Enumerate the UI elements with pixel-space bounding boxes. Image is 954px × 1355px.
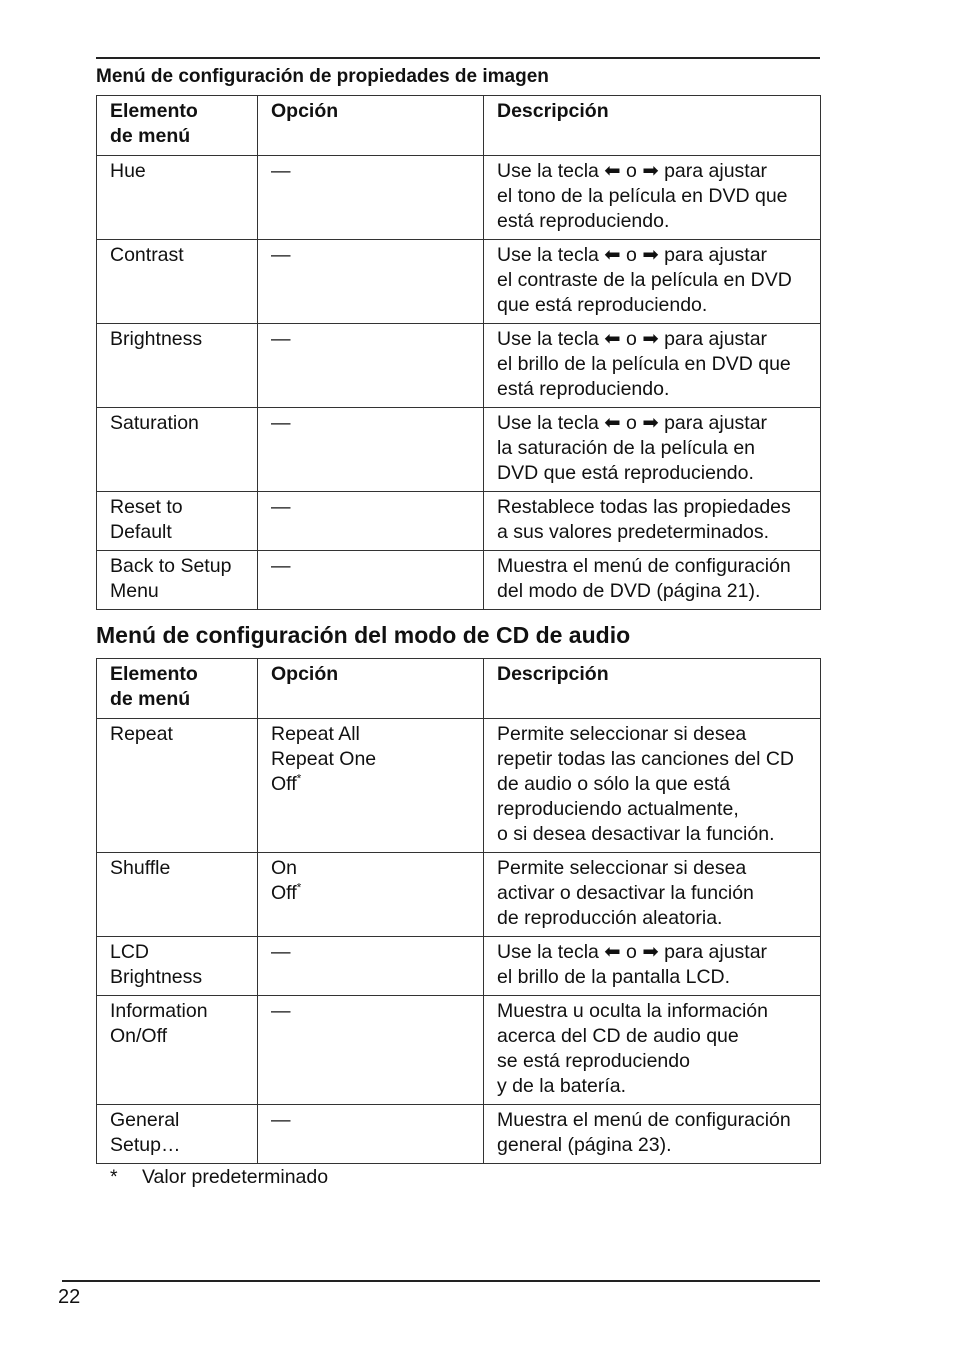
option-line: — bbox=[271, 555, 291, 577]
table-caption: Menú de configuración de propiedades de imagen bbox=[96, 66, 549, 87]
description-line: el tono de la película en DVD que bbox=[497, 185, 788, 207]
option-line: — bbox=[271, 1000, 291, 1022]
bottom-rule bbox=[62, 1280, 820, 1282]
item-cell bbox=[97, 853, 258, 937]
description-line: el brillo de la película en DVD que bbox=[497, 353, 791, 375]
description-line: Use la tecla ⬅ o ➡ para ajustar bbox=[497, 244, 768, 266]
header-item: Elemento de menú bbox=[97, 96, 258, 156]
option-line: — bbox=[271, 244, 291, 266]
option-line: — bbox=[271, 496, 291, 518]
table-row bbox=[97, 719, 821, 853]
table-row bbox=[97, 1105, 821, 1164]
option-line: — bbox=[271, 160, 291, 182]
item-line: Repeat bbox=[110, 723, 173, 745]
cd-audio-mode-table bbox=[96, 658, 821, 1164]
table-row bbox=[97, 240, 821, 324]
description-line: activar o desactivar la función bbox=[497, 882, 754, 904]
footnote-mark: * bbox=[110, 1166, 118, 1188]
description-cell bbox=[484, 853, 821, 937]
option-line: — bbox=[271, 328, 291, 350]
header-description: Descripción bbox=[484, 96, 821, 156]
item-cell bbox=[97, 156, 258, 240]
description-line: Muestra el menú de configuración bbox=[497, 1109, 791, 1131]
table-row bbox=[97, 408, 821, 492]
header-option: Opción bbox=[258, 96, 484, 156]
table-row bbox=[97, 492, 821, 551]
description-cell bbox=[484, 1105, 821, 1164]
option-cell bbox=[258, 324, 484, 408]
item-cell bbox=[97, 551, 258, 610]
description-line: Restablece todas las propiedades bbox=[497, 496, 791, 518]
description-cell bbox=[484, 937, 821, 996]
description-line: del modo de DVD (página 21). bbox=[497, 580, 761, 602]
option-cell bbox=[258, 1105, 484, 1164]
description-cell bbox=[484, 551, 821, 610]
description-line: la saturación de la película en bbox=[497, 437, 756, 459]
item-line: LCD bbox=[110, 941, 150, 963]
description-line: acerca del CD de audio que bbox=[497, 1025, 739, 1047]
option-cell bbox=[258, 996, 484, 1105]
header-option: Opción bbox=[258, 659, 484, 719]
description-line: Muestra el menú de configuración bbox=[497, 555, 791, 577]
item-cell bbox=[97, 324, 258, 408]
item-line: Shuffle bbox=[110, 857, 171, 879]
table-row bbox=[97, 324, 821, 408]
default-marker: * bbox=[296, 880, 302, 895]
image-properties-table bbox=[96, 95, 821, 610]
option-cell bbox=[258, 551, 484, 610]
option-line: — bbox=[271, 941, 291, 963]
item-cell bbox=[97, 719, 258, 853]
option-line: Off* bbox=[271, 880, 302, 904]
description-line: está reproduciendo. bbox=[497, 378, 670, 400]
description-line: está reproduciendo. bbox=[497, 210, 670, 232]
option-line: Repeat All bbox=[271, 723, 360, 745]
table-row bbox=[97, 937, 821, 996]
description-line: repetir todas las canciones del CD bbox=[497, 748, 794, 770]
item-line: Saturation bbox=[110, 412, 199, 434]
item-line: Default bbox=[110, 521, 172, 543]
description-line: Use la tecla ⬅ o ➡ para ajustar bbox=[497, 160, 768, 182]
item-cell bbox=[97, 1105, 258, 1164]
item-line: Menu bbox=[110, 580, 159, 602]
option-line: On bbox=[271, 857, 298, 879]
item-cell bbox=[97, 996, 258, 1105]
description-cell bbox=[484, 324, 821, 408]
description-line: Permite seleccionar si desea bbox=[497, 857, 747, 879]
option-cell bbox=[258, 408, 484, 492]
description-cell bbox=[484, 156, 821, 240]
footnote-text: Valor predeterminado bbox=[142, 1166, 329, 1188]
item-line: Information bbox=[110, 1000, 208, 1022]
description-line: Permite seleccionar si desea bbox=[497, 723, 747, 745]
item-line: Brightness bbox=[110, 966, 203, 988]
item-cell bbox=[97, 937, 258, 996]
description-line: de reproducción aleatoria. bbox=[497, 907, 723, 929]
description-line: general (página 23). bbox=[497, 1134, 672, 1156]
item-line: Back to Setup bbox=[110, 555, 232, 577]
option-cell bbox=[258, 937, 484, 996]
description-line: y de la batería. bbox=[497, 1075, 626, 1097]
item-cell bbox=[97, 492, 258, 551]
option-cell bbox=[258, 492, 484, 551]
description-cell bbox=[484, 240, 821, 324]
description-line: Muestra u oculta la información bbox=[497, 1000, 768, 1022]
table-row bbox=[97, 551, 821, 610]
item-line: Reset to bbox=[110, 496, 183, 518]
header-row bbox=[97, 659, 821, 719]
item-cell bbox=[97, 240, 258, 324]
description-line: DVD que está reproduciendo. bbox=[497, 462, 754, 484]
description-line: a sus valores predeterminados. bbox=[497, 521, 770, 543]
option-cell bbox=[258, 240, 484, 324]
description-line: el contraste de la película en DVD bbox=[497, 269, 792, 291]
header-item: Elemento de menú bbox=[97, 659, 258, 719]
description-line: que está reproduciendo. bbox=[497, 294, 708, 316]
description-cell bbox=[484, 408, 821, 492]
top-rule bbox=[96, 57, 820, 59]
header-description: Descripción bbox=[484, 659, 821, 719]
description-line: reproduciendo actualmente, bbox=[497, 798, 739, 820]
item-cell bbox=[97, 408, 258, 492]
option-cell bbox=[258, 853, 484, 937]
header-row bbox=[97, 96, 821, 156]
table-row bbox=[97, 156, 821, 240]
item-line: On/Off bbox=[110, 1025, 168, 1047]
table-row bbox=[97, 996, 821, 1105]
default-marker: * bbox=[296, 771, 302, 786]
option-line: — bbox=[271, 1109, 291, 1131]
description-cell bbox=[484, 996, 821, 1105]
description-line: Use la tecla ⬅ o ➡ para ajustar bbox=[497, 328, 768, 350]
description-line: Use la tecla ⬅ o ➡ para ajustar bbox=[497, 412, 768, 434]
section-heading: Menú de configuración del modo de CD de audio bbox=[96, 622, 631, 648]
page-number: 22 bbox=[58, 1286, 81, 1308]
item-line: Hue bbox=[110, 160, 146, 182]
item-line: Brightness bbox=[110, 328, 203, 350]
footnote bbox=[110, 1166, 328, 1189]
item-line: Setup… bbox=[110, 1134, 181, 1156]
description-line: Use la tecla ⬅ o ➡ para ajustar bbox=[497, 941, 768, 963]
description-cell bbox=[484, 719, 821, 853]
description-cell bbox=[484, 492, 821, 551]
description-line: o si desea desactivar la función. bbox=[497, 823, 775, 845]
option-cell bbox=[258, 156, 484, 240]
item-line: Contrast bbox=[110, 244, 184, 266]
option-line: Off* bbox=[271, 771, 302, 795]
table-row bbox=[97, 853, 821, 937]
item-line: General bbox=[110, 1109, 180, 1131]
description-line: de audio o sólo la que está bbox=[497, 773, 731, 795]
description-line: el brillo de la pantalla LCD. bbox=[497, 966, 731, 988]
option-cell bbox=[258, 719, 484, 853]
description-line: se está reproduciendo bbox=[497, 1050, 690, 1072]
option-line: Repeat One bbox=[271, 748, 377, 770]
option-line: — bbox=[271, 412, 291, 434]
